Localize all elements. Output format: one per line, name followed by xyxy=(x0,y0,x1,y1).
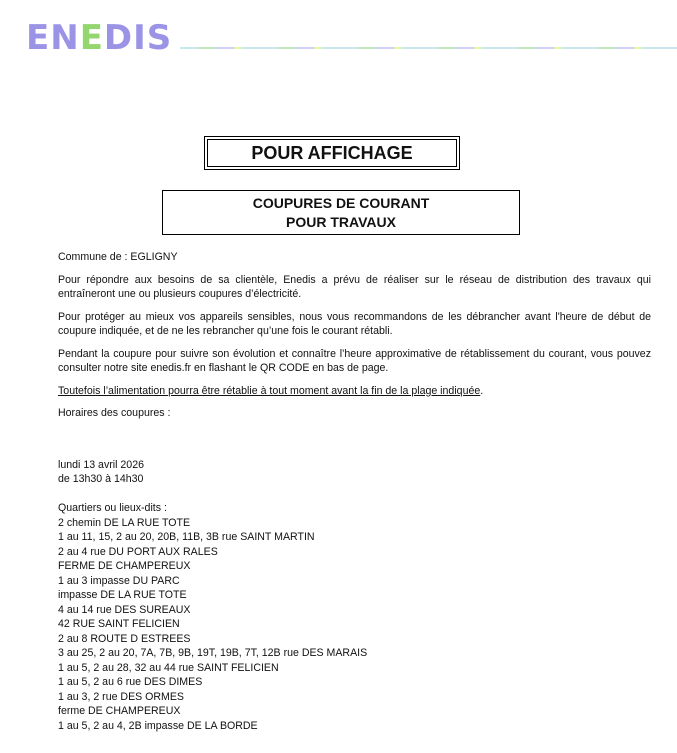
list-item: 42 RUE SAINT FELICIEN xyxy=(58,618,180,630)
list-item: FERME DE CHAMPEREUX xyxy=(58,560,191,572)
spacer xyxy=(58,429,651,458)
location-list xyxy=(58,516,651,734)
list-item: 2 au 4 rue DU PORT AUX RALES xyxy=(58,545,218,558)
quartiers-label: Quartiers ou lieux-dits : xyxy=(58,502,167,514)
paragraph-besoins: Pour répondre aux besoins de sa clientèle, Enedis a prévu de réaliser sur le réseau de distribution des travaux qui entraîneront une ou plusieurs coupures d’électricité. xyxy=(58,273,651,300)
list-item: 1 au 3, 2 rue DES ORMES xyxy=(58,690,185,703)
list-item: 4 au 14 rue DES SUREAUX xyxy=(58,603,191,616)
commune: Commune de : EGLIGNY xyxy=(58,251,178,263)
coupures-box xyxy=(162,190,520,235)
coupure-date: lundi 13 avril 2026 xyxy=(58,458,144,471)
spacer xyxy=(58,487,651,502)
list-item: 2 chemin DE LA RUE TOTE xyxy=(58,516,191,529)
notice-underlined-text: Toutefois l’alimentation pourra être rétablie à tout moment avant la fin de la plage indiquée xyxy=(58,384,481,397)
list-item: 1 au 5, 2 au 4, 2B impasse DE LA BORDE xyxy=(58,719,258,732)
coupures-title-line1: COUPURES DE COURANT xyxy=(252,194,430,211)
list-item: 1 au 5, 2 au 6 rue DES DIMES xyxy=(58,676,203,688)
page-title: POUR AFFICHAGE xyxy=(207,139,457,167)
notice-retablissement: Toutefois l’alimentation pourra être rétablie à tout moment avant la fin de la plage indiquée. xyxy=(58,384,484,397)
paragraph-suivi: Pendant la coupure pour suivre son évolution et connaître l’heure approximative de rétablissement du courant, vous pouvez consulter notre site enedis.fr en flashant le QR CODE en bas de page. xyxy=(58,347,651,374)
horaires-label: Horaires des coupures : xyxy=(58,407,171,419)
coupure-time: de 13h30 à 14h30 xyxy=(58,473,144,485)
list-item: 1 au 11, 15, 2 au 20, 20B, 11B, 3B rue SAINT MARTIN xyxy=(58,531,315,543)
list-item: impasse DE LA RUE TOTE xyxy=(58,589,187,601)
list-item: 3 au 25, 2 au 20, 7A, 7B, 9B, 19T, 19B, 7T, 12B rue DES MARAIS xyxy=(58,647,368,659)
list-item: 1 au 5, 2 au 28, 32 au 44 rue SAINT FELICIEN xyxy=(58,661,279,674)
pour-affichage-box xyxy=(204,136,460,170)
logo-divider xyxy=(180,47,677,49)
list-item: 1 au 3 impasse DU PARC xyxy=(58,574,180,587)
list-item: ferme DE CHAMPEREUX xyxy=(58,705,181,717)
coupures-title-line2: POUR TRAVAUX xyxy=(286,213,396,230)
list-item: 2 au 8 ROUTE D ESTREES xyxy=(58,632,191,645)
enedis-logo: ENEDIS xyxy=(26,18,173,58)
notice-body xyxy=(58,250,651,733)
paragraph-appareils: Pour protéger au mieux vos appareils sensibles, nous vous recommandons de les débrancher avant l'heure de début de coupure indiquée, et de ne les rebrancher qu’une fois le courant rétabli. xyxy=(58,310,651,337)
